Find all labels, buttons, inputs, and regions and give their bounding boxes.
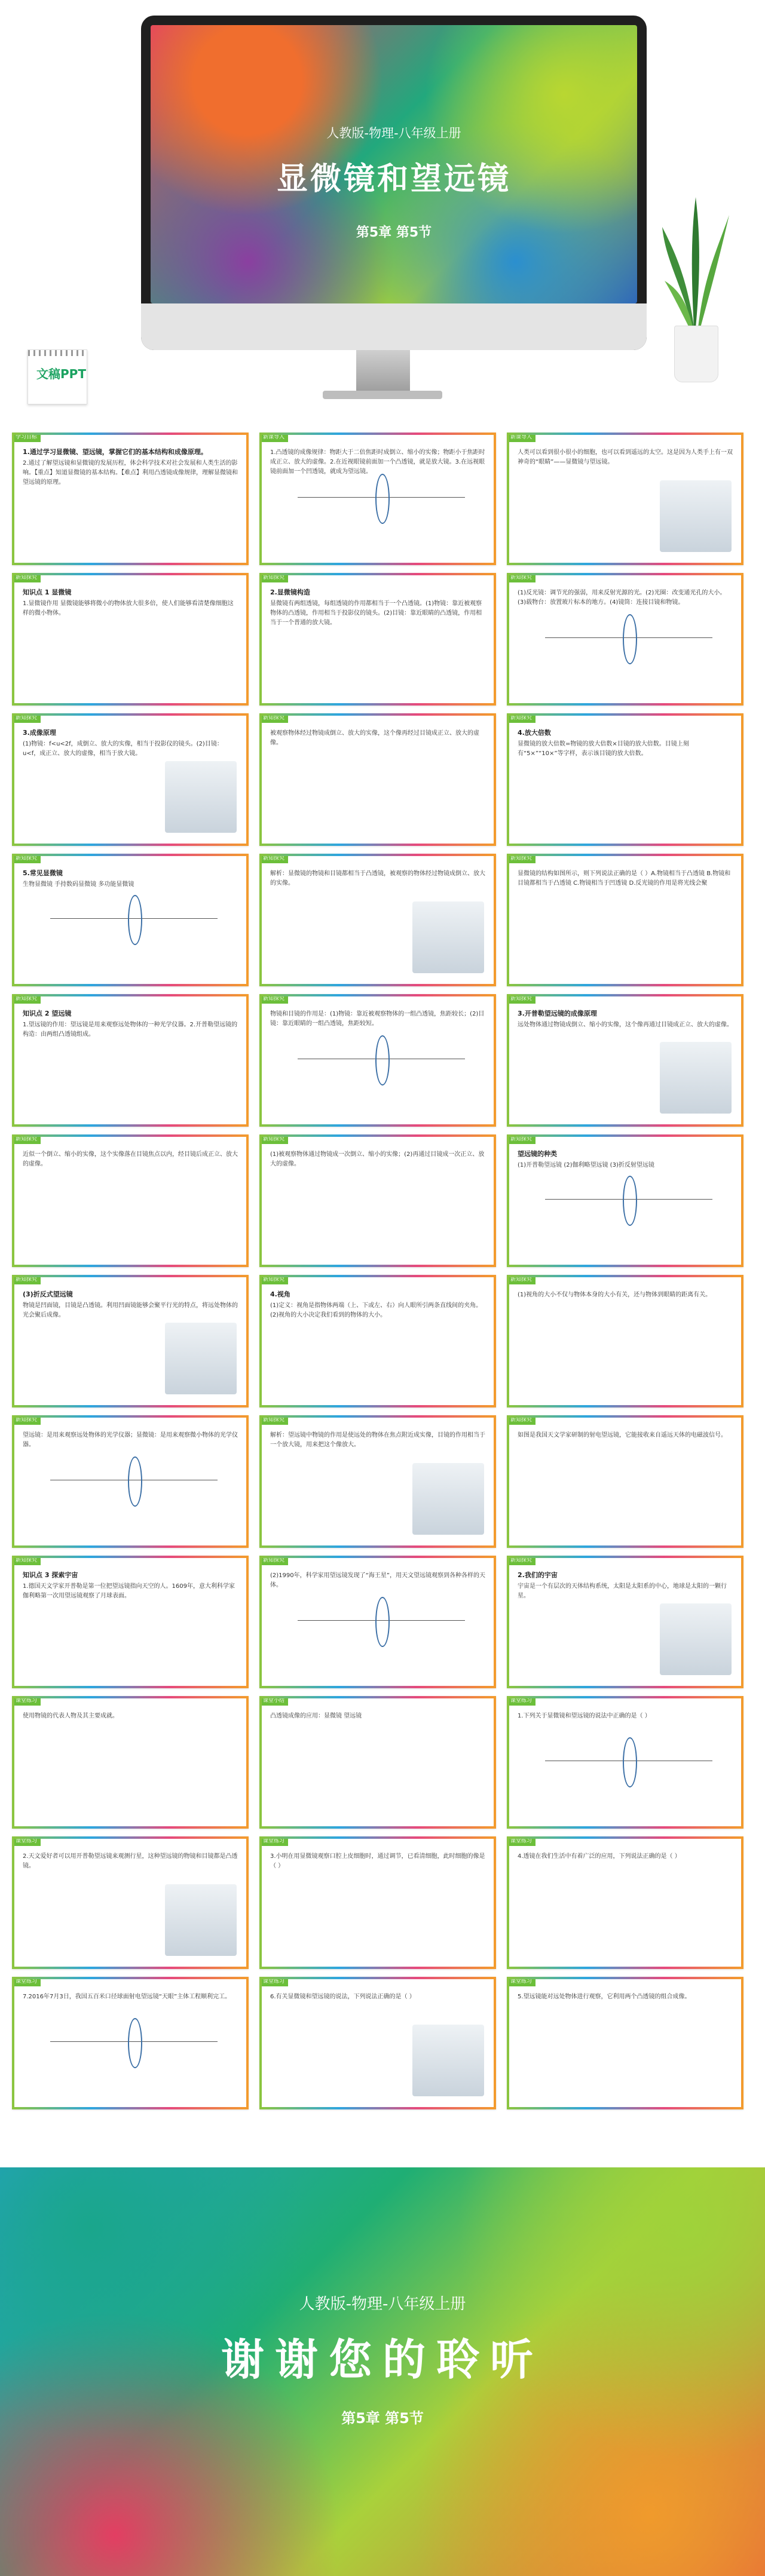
lens-diagram xyxy=(50,1480,218,1528)
slide-text: 望远镜：是用来观察远处物体的光学仪器；显微镜：是用来观察微小物体的光学仪器。 xyxy=(23,1432,238,1448)
slide-text: (2)1990年，科学家用望远镜发现了“海王星”，用天文望远镜观察到各种各样的天体。 xyxy=(270,1572,485,1588)
slide-tag: 课堂练习 xyxy=(12,1977,41,1986)
hero-section xyxy=(0,0,765,412)
slide-image xyxy=(412,2025,484,2096)
monitor-stand xyxy=(356,350,410,392)
slide-row xyxy=(12,573,753,706)
slide-card xyxy=(12,1977,249,2109)
slide-tag: 新知探究 xyxy=(12,1556,41,1565)
slide-tag: 课堂练习 xyxy=(507,1696,536,1706)
slide-tag: 新知探究 xyxy=(259,854,288,863)
slide-row xyxy=(12,1977,753,2109)
slide-image xyxy=(165,1323,237,1394)
slide-image xyxy=(165,761,237,833)
slide-tag: 课堂小结 xyxy=(259,1696,288,1706)
slide-card xyxy=(507,1836,743,1969)
slide-card xyxy=(259,1556,496,1688)
lens-diagram xyxy=(50,918,218,966)
slide-card xyxy=(259,1977,496,2109)
slide-text: (1)被观察物体通过物镜成一次倒立、缩小的实像；(2)再通过目镜成一次正立、放大的虚像。 xyxy=(270,1151,485,1167)
slide-row xyxy=(12,994,753,1127)
slide-text: 远处物体通过物镜成倒立、缩小的实像，这个像再通过目镜成正立、放大的虚像。 xyxy=(518,1022,733,1028)
closing-subtitle: 人教版-物理-八年级上册 xyxy=(299,2295,466,2313)
slide-tag: 新知探究 xyxy=(12,573,41,582)
slide-card xyxy=(12,1556,249,1688)
slide-tag: 新知探究 xyxy=(259,713,288,723)
slide-text: 7.2016年7月3日，我国五百米口径球面射电望远镜“天眼”主体工程顺利完工。 xyxy=(23,1994,231,2000)
slide-text: 物镜是凹面镜，目镜是凸透镜。利用凹面镜能够会聚平行光的特点，将远处物体的光会聚后成像。 xyxy=(23,1302,238,1318)
slide-card xyxy=(12,1696,249,1829)
slide-text: 6.有关显微镜和望远镜的说法，下列说法正确的是（ ） xyxy=(270,1994,415,2000)
monitor-base xyxy=(323,391,442,399)
slide-title: 2.我们的宇宙 xyxy=(518,1571,558,1579)
slide-card xyxy=(259,854,496,986)
slide-tag: 课堂练习 xyxy=(507,1977,536,1986)
slide-row xyxy=(12,1836,753,1969)
slide-text: 解析：望远镜中物镜的作用是使远处的物体在焦点附近成实像，目镜的作用相当于一个放大镜，用来把这个像放大。 xyxy=(270,1432,485,1448)
slide-card xyxy=(507,433,743,565)
slide-image xyxy=(412,901,484,973)
slide-text: 凸透镜成像的应用：显微镜 望远镜 xyxy=(270,1713,362,1719)
slide-row xyxy=(12,1134,753,1267)
slide-card xyxy=(259,433,496,565)
slide-text: 显微镜有两组透镜，每组透镜的作用都相当于一个凸透镜。(1)物镜：靠近被观察物体的凸透镜，作用相当于投影仪的镜头。(2)目镜：靠近眼睛的凸透镜，作用相当于一个普通的放大镜。 xyxy=(270,600,482,626)
slide-text: 1.望远镜的作用：望远镜是用来观察远处物体的一种光学仪器。2.开普勒望远镜的构造：由两组凸透镜组成。 xyxy=(23,1022,238,1038)
monitor xyxy=(141,16,647,350)
slide-card xyxy=(259,1415,496,1548)
slide-tag: 课堂练习 xyxy=(259,1977,288,1986)
lens-diagram xyxy=(50,2041,218,2089)
slide-tag: 新知探究 xyxy=(507,1415,536,1425)
slide-text: 5.望远镜能对远处物体进行观察，它利用两个凸透镜的组合成像。 xyxy=(518,1994,691,2000)
slide-text: 2.通过了解望远镜和显微镜的发展历程，体会科学技术对社会发展和人类生活的影响。【重点】知道显微镜的基本结构。【难点】利用凸透镜成像规律，理解显微镜和望远镜的原理。 xyxy=(23,460,238,486)
slide-card xyxy=(507,1275,743,1407)
slide-card xyxy=(12,433,249,565)
slide-grid xyxy=(12,433,753,2117)
slide-tag: 新知探究 xyxy=(507,1275,536,1284)
slide-title: 4.视角 xyxy=(270,1290,290,1298)
title-subtitle: 人教版-物理-八年级上册 xyxy=(326,126,461,140)
slide-tag: 课堂练习 xyxy=(259,1836,288,1846)
title-heading: 显微镜和望远镜 xyxy=(276,161,511,197)
slide-tag: 新知探究 xyxy=(507,713,536,723)
slide-tag: 新知探究 xyxy=(507,994,536,1004)
closing-slide xyxy=(0,2167,765,2576)
slide-title: (3)折反式望远镜 xyxy=(23,1290,73,1298)
slide-card xyxy=(259,994,496,1127)
slide-card xyxy=(507,1134,743,1267)
slide-tag: 课堂练习 xyxy=(12,1836,41,1846)
slide-card xyxy=(12,1275,249,1407)
slide-tag: 新知探究 xyxy=(507,573,536,582)
slide-image xyxy=(660,1042,732,1114)
calendar-logo xyxy=(27,349,87,404)
slide-card xyxy=(12,1134,249,1267)
slide-text: 使用物镜的代表人物及其主要成就。 xyxy=(23,1713,118,1719)
plant-pot xyxy=(674,326,718,382)
slide-text: 1.显微镜作用 显微镜能够将微小的物体放大很多倍，使人们能够看清楚像细胞这样的微小物体。 xyxy=(23,600,234,617)
brand-logo: 文稿PPT xyxy=(36,367,86,381)
slide-card xyxy=(507,994,743,1127)
slide-tag: 新知探究 xyxy=(12,1275,41,1284)
slide-row xyxy=(12,854,753,986)
slide-card xyxy=(507,1977,743,2109)
slide-title: 3.开普勒望远镜的成像原理 xyxy=(518,1010,597,1017)
slide-card xyxy=(12,713,249,846)
slide-tag: 新知探究 xyxy=(507,1134,536,1144)
lens-diagram xyxy=(545,637,712,685)
lens-diagram xyxy=(298,497,465,545)
slide-card xyxy=(259,573,496,706)
slide-text: 生物显微镜 手持数码显微镜 多功能显微镜 xyxy=(23,881,134,888)
slide-card xyxy=(507,1556,743,1688)
slide-row xyxy=(12,1696,753,1829)
slide-title: 2.显微镜构造 xyxy=(270,588,310,596)
slide-card xyxy=(12,854,249,986)
slide-title: 5.常见显微镜 xyxy=(23,869,63,877)
slide-tag: 新知探究 xyxy=(259,994,288,1004)
slide-tag: 学习目标 xyxy=(12,433,41,442)
slide-text: 4.透镜在我们生活中有着广泛的应用，下列说法正确的是（ ） xyxy=(518,1853,681,1860)
slide-text: 如图是我国天文学家研制的射电望远镜，它能接收来自遥远天体的电磁波信号。 xyxy=(518,1432,727,1439)
slide-card xyxy=(259,1836,496,1969)
slide-text: 人类可以看到很小很小的细胞，也可以看到遥远的太空。这是因为人类手上有一双神奇的“眼睛”——显微镜与望远镜。 xyxy=(518,449,733,465)
closing-heading: 谢谢您的聆听 xyxy=(221,2335,544,2385)
slide-card xyxy=(12,1836,249,1969)
lens-diagram xyxy=(298,1059,465,1106)
slide-card xyxy=(507,573,743,706)
slide-text: 近似一个倒立、缩小的实像，这个实像落在目镜焦点以内，经目镜后成正立、放大的虚像。 xyxy=(23,1151,238,1167)
slide-text: 2.天文爱好者可以用开普勒望远镜来观测行星，这种望远镜的物镜和目镜都是凸透镜。 xyxy=(23,1853,238,1869)
slide-tag: 新知探究 xyxy=(12,713,41,723)
slide-tag: 新课导入 xyxy=(259,433,288,442)
slide-tag: 新知探究 xyxy=(259,1556,288,1565)
title-chapter: 第5章 第5节 xyxy=(356,225,432,240)
slide-card xyxy=(12,994,249,1127)
lens-diagram xyxy=(298,1620,465,1668)
slide-title: 望远镜的种类 xyxy=(518,1150,557,1158)
slide-text: 解析：显微镜的物镜和目镜都相当于凸透镜，被观察的物体经过物镜成倒立、放大的实像。 xyxy=(270,870,485,887)
lens-diagram xyxy=(545,1761,712,1808)
slide-text: 3.小明在用显微镜观察口腔上皮细胞时，通过调节，已看清细胞，此时细胞的像是（ ） xyxy=(270,1853,485,1869)
slide-tag: 新知探究 xyxy=(12,994,41,1004)
slide-text: 1.凸透镜的成像规律：物距大于二倍焦距时成倒立、缩小的实像；物距小于焦距时成正立、放大的虚像。2.在近视眼镜前面加一个凸透镜，就是放大镜。3.在远视眼镜前面加一个凹透镜，就成为望远镜。 xyxy=(270,449,485,475)
slide-title: 4.放大倍数 xyxy=(518,729,551,737)
slide-tag: 新知探究 xyxy=(259,1415,288,1425)
slide-card xyxy=(12,1415,249,1548)
monitor-chin xyxy=(141,303,647,350)
slide-card xyxy=(507,1696,743,1829)
lens-diagram xyxy=(545,1199,712,1247)
slide-card xyxy=(259,1696,496,1829)
slide-text: 宇宙是一个有层次的天体结构系统，太阳是太阳系的中心，地球是太阳的一颗行星。 xyxy=(518,1583,727,1599)
slide-title: 知识点 3 探索宇宙 xyxy=(23,1571,78,1579)
slide-text: 显微镜的放大倍数=物镜的放大倍数×目镜的放大倍数。目镜上刻有“5×”“10×”等字样，表示该目镜的放大倍数。 xyxy=(518,741,689,757)
slide-card xyxy=(507,1415,743,1548)
slide-title: 1.通过学习显微镜、望远镜，掌握它们的基本结构和成像原理。 xyxy=(23,448,207,456)
slide-tag: 新知探究 xyxy=(507,854,536,863)
slide-text: 1.下列关于显微镜和望远镜的说法中正确的是（ ） xyxy=(518,1713,651,1719)
slide-image xyxy=(660,480,732,552)
slide-row xyxy=(12,433,753,565)
slide-text: (1)视角的大小不仅与物体本身的大小有关，还与物体到眼睛的距离有关。 xyxy=(518,1292,712,1298)
title-slide xyxy=(151,25,637,303)
slide-tag: 新知探究 xyxy=(259,573,288,582)
closing-chapter: 第5章 第5节 xyxy=(341,2410,424,2427)
slide-title: 知识点 1 显微镜 xyxy=(23,588,72,596)
slide-tag: 新知探究 xyxy=(259,1134,288,1144)
slide-image xyxy=(660,1603,732,1675)
slide-tag: 新知探究 xyxy=(12,1415,41,1425)
slide-text: 被观察物体经过物镜成倒立、放大的实像，这个像再经过目镜成正立、放大的虚像。 xyxy=(270,730,479,746)
slide-tag: 课堂练习 xyxy=(507,1836,536,1846)
slide-tag: 新知探究 xyxy=(12,854,41,863)
slide-tag: 新知探究 xyxy=(259,1275,288,1284)
slide-card xyxy=(507,854,743,986)
slide-card xyxy=(259,713,496,846)
slide-text: 物镜和目镜的作用是：(1)物镜：靠近被观察物体的一组凸透镜，焦距较长；(2)目镜：靠近眼睛的一组凸透镜，焦距较短。 xyxy=(270,1011,485,1027)
slide-tag: 课堂练习 xyxy=(12,1696,41,1706)
slide-text: (1)定义：视角是指物体两端（上、下或左、右）向人眼所引两条直线间的夹角。(2)视角的大小决定我们看到的物体的大小。 xyxy=(270,1302,482,1318)
slide-text: (1)反光镜：调节光的强弱，用来反射光源的光。(2)光圈：改变通光孔的大小。(3)载物台：放置玻片标本的地方。(4)镜筒：连接目镜和物镜。 xyxy=(518,590,726,606)
slide-row xyxy=(12,1415,753,1548)
slide-card xyxy=(12,573,249,706)
slide-tag: 新知探究 xyxy=(507,1556,536,1565)
slide-row xyxy=(12,1556,753,1688)
slide-title: 3.成像原理 xyxy=(23,729,56,737)
slide-text: (1)开普勒望远镜 (2)伽利略望远镜 (3)折反射望远镜 xyxy=(518,1162,654,1169)
slide-image xyxy=(165,1884,237,1956)
slide-text: 显微镜的结构如图所示，则下列说法正确的是（ ）A.物镜相当于凸透镜 B.物镜和目镜都相当于凸透镜 C.物镜相当于凹透镜 D.反光镜的作用是将光线会聚 xyxy=(518,870,731,887)
slide-text: (1)物镜：f<u<2f，成倒立、放大的实像，相当于投影仪的镜头。(2)目镜：u<f，成正立、放大的虚像，相当于放大镜。 xyxy=(23,741,223,757)
slide-title: 知识点 2 望远镜 xyxy=(23,1010,72,1017)
slide-tag: 新知探究 xyxy=(12,1134,41,1144)
slide-card xyxy=(259,1275,496,1407)
slide-row xyxy=(12,713,753,846)
slide-row xyxy=(12,1275,753,1407)
slide-tag: 新课导入 xyxy=(507,433,536,442)
slide-card xyxy=(259,1134,496,1267)
slide-card xyxy=(507,713,743,846)
calendar-rings xyxy=(28,350,87,356)
slide-text: 1.德国天文学家开普勒是第一位把望远镜指向天空的人。1609年，意大利科学家伽利略第一次用望远镜观察了月球表面。 xyxy=(23,1583,235,1599)
slide-image xyxy=(412,1463,484,1535)
